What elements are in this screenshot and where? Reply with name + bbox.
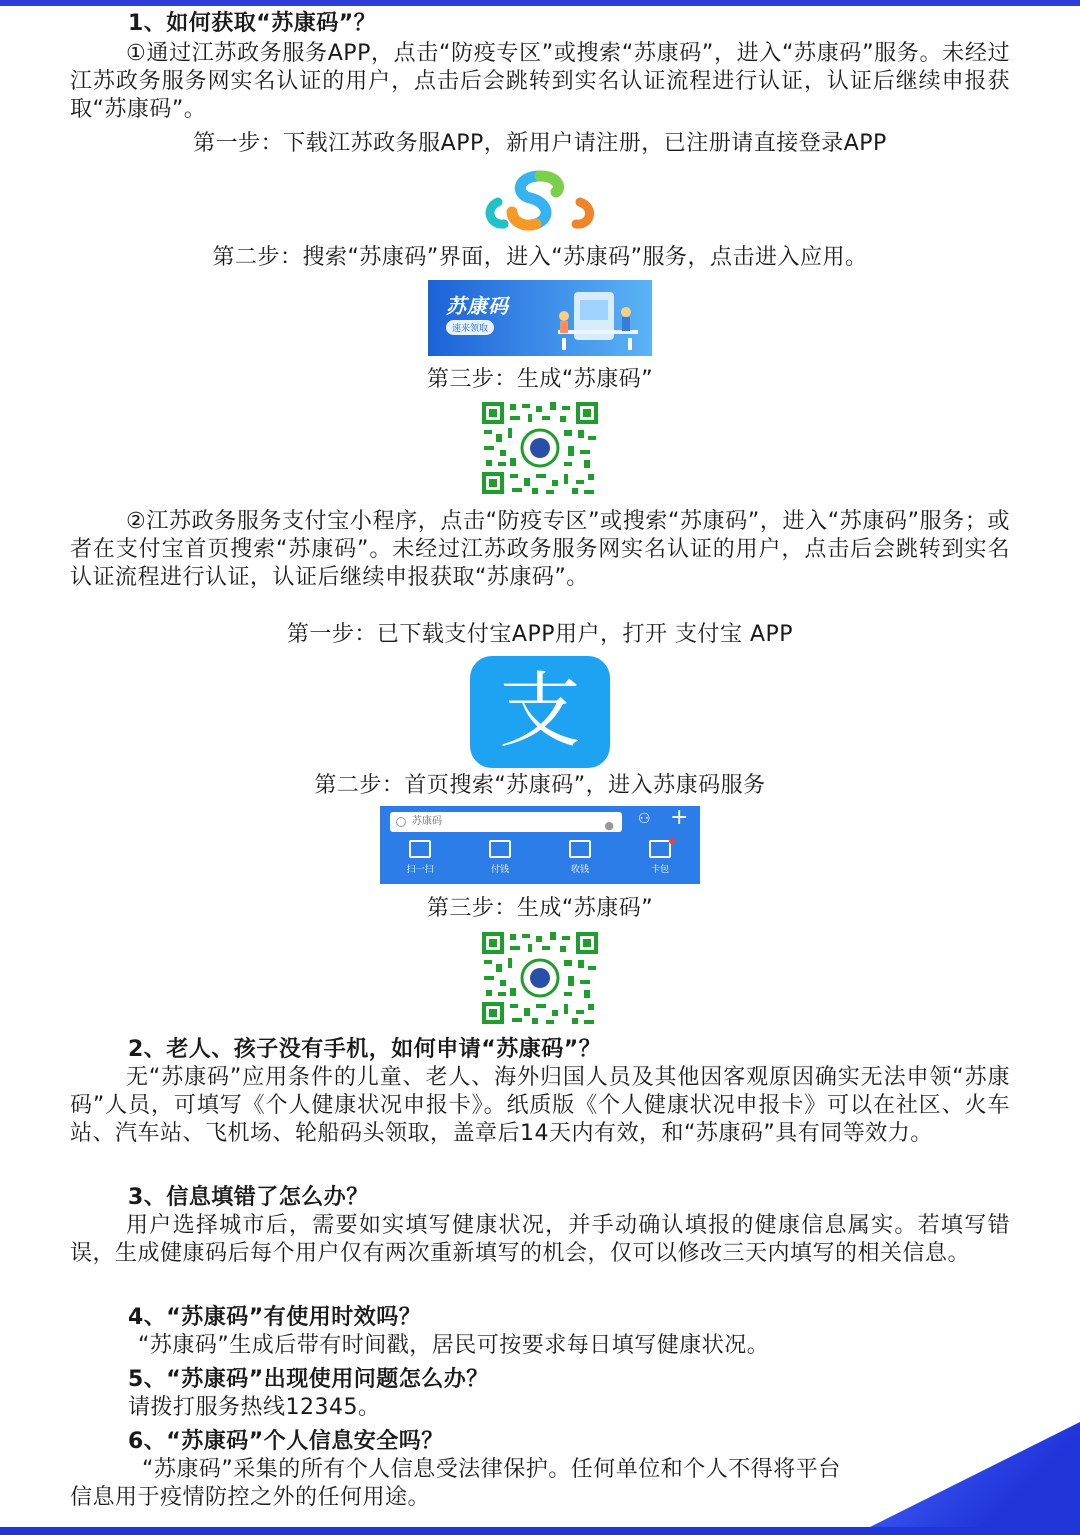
section3-body: 用户选择城市后，需要如实填写健康状况，并手动确认填报的健康信息属实。若填写错误，生成健康码后每个用户仅有两次重新填写的机会，仅可以修改三天内填写的相关信息。 bbox=[70, 1213, 1010, 1266]
section4-heading: 4、“苏康码”有使用时效吗？ bbox=[128, 1305, 422, 1330]
alipay-logo bbox=[470, 656, 610, 768]
sukangma-banner bbox=[428, 280, 652, 356]
method2-step2: 第二步：首页搜索“苏康码”，进入苏康码服务 bbox=[314, 773, 766, 798]
method2-intro: ②江苏政务服务支付宝小程序，点击“防疫专区”或搜索“苏康码”，进入“苏康码”服务；或者在支付宝首页搜索“苏康码”。未经过江苏政务服务网实名认证的用户，点击后会跳转到实名认证流程进行认证，认证后继续申报获取“苏康码”。 bbox=[70, 509, 1010, 590]
scan-label: 扫一扫 bbox=[406, 865, 434, 875]
alipay-search-box bbox=[390, 812, 622, 832]
alipay-home-bar bbox=[380, 806, 700, 884]
section1-heading: 1、如何获取“苏康码”？ bbox=[128, 11, 377, 36]
notification-dot bbox=[669, 838, 675, 844]
cards-icon bbox=[649, 840, 671, 858]
section4-body: “苏康码”生成后带有时间戳，居民可按要求每日填写健康状况。 bbox=[138, 1333, 770, 1358]
microphone-icon: ● bbox=[604, 819, 614, 832]
banner-subtitle: 速来领取 bbox=[446, 320, 494, 335]
method2-step1: 第一步：已下载支付宝APP用户，打开 支付宝 APP bbox=[286, 622, 794, 647]
contacts-icon: ⚇ bbox=[638, 811, 651, 827]
search-icon bbox=[396, 817, 406, 827]
qr-code-1 bbox=[480, 400, 600, 496]
section2-body: 无“苏康码”应用条件的儿童、老人、海外归国人员及其他因客观原因确实无法申领“苏康码”人员，可填写《个人健康状况申报卡》。纸质版《个人健康状况申报卡》可以在社区、火车站、汽车站、飞机场、轮船码头领取，盖章后14天内有效，和“苏康码”具有同等效力。 bbox=[70, 1065, 1010, 1146]
section6-heading: 6、“苏康码”个人信息安全吗？ bbox=[128, 1429, 444, 1454]
alipay-scan-item bbox=[385, 840, 455, 875]
banner-title: 苏康码 bbox=[446, 294, 509, 318]
bottom-decoration-bar bbox=[0, 1527, 1080, 1535]
section6-body: “苏康码”采集的所有个人信息受法律保护。任何单位和个人不得将平台信息用于疫情防控之外的任何用途。 bbox=[70, 1457, 841, 1510]
section5-body: 请拨打服务热线12345。 bbox=[128, 1395, 381, 1420]
alipay-cards-item bbox=[625, 840, 695, 875]
section3-heading: 3、信息填错了怎么办？ bbox=[128, 1185, 369, 1210]
corner-decoration bbox=[870, 1422, 1080, 1527]
method2-step3: 第三步：生成“苏康码” bbox=[426, 896, 654, 921]
plus-icon: + bbox=[670, 805, 689, 830]
section2-heading: 2、老人、孩子没有手机，如何申请“苏康码”？ bbox=[128, 1037, 602, 1062]
method1-step2: 第二步：搜索“苏康码”界面，进入“苏康码”服务，点击进入应用。 bbox=[212, 245, 868, 270]
top-decoration-bar bbox=[0, 0, 1080, 6]
alipay-collect-item bbox=[545, 840, 615, 875]
method1-intro: ①通过江苏政务服务APP，点击“防疫专区”或搜索“苏康码”，进入“苏康码”服务。未经过江苏政务服务网实名认证的用户，点击后会跳转到实名认证流程进行认证，认证后继续申报获取“苏康码”。 bbox=[70, 41, 1010, 122]
alipay-logo-glyph: 支 bbox=[498, 664, 581, 759]
alipay-search-text: 苏康码 bbox=[412, 816, 442, 827]
method1-step3: 第三步：生成“苏康码” bbox=[426, 367, 654, 392]
pay-label: 付钱 bbox=[490, 865, 509, 875]
cards-label: 卡包 bbox=[650, 865, 669, 875]
method1-step1: 第一步：下载江苏政务服APP，新用户请注册，已注册请直接登录APP bbox=[193, 131, 887, 156]
banner-illustration bbox=[548, 286, 644, 352]
section5-heading: 5、“苏康码”出现使用问题怎么办？ bbox=[128, 1367, 489, 1392]
pay-icon bbox=[489, 840, 511, 858]
collect-icon bbox=[569, 840, 591, 858]
jiangsu-gov-app-logo bbox=[478, 168, 602, 234]
collect-label: 收钱 bbox=[570, 865, 589, 875]
qr-code-2 bbox=[480, 930, 600, 1026]
scan-icon bbox=[409, 840, 431, 858]
alipay-pay-item bbox=[465, 840, 535, 875]
